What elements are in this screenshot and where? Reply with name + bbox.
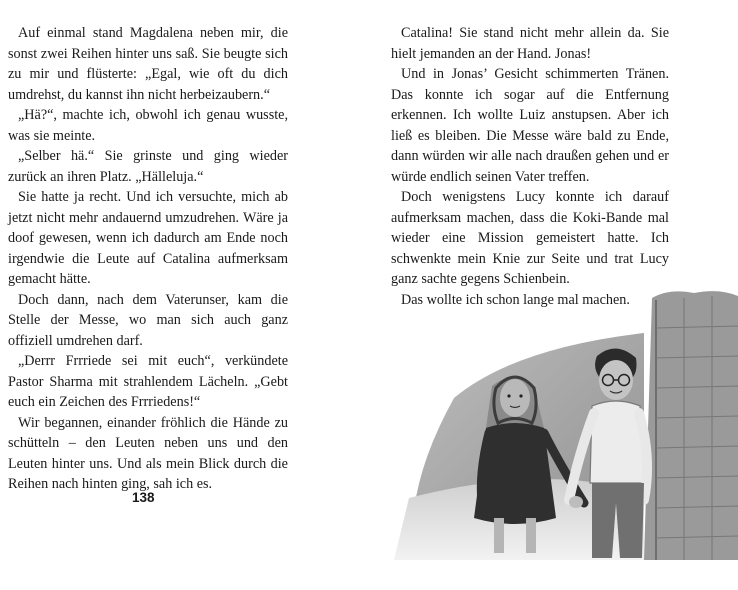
paragraph: Das wollte ich schon lange mal machen. xyxy=(401,291,630,308)
paragraph: Doch dann, nach dem Vaterunser, kam die Stelle der Messe, wo man sich auch ganz offiziell umdrehen darf. xyxy=(8,291,288,349)
illustration-children-holding-hands xyxy=(394,288,738,560)
left-page-text xyxy=(8,23,288,495)
paragraph: „Derrr Frrriede sei mit euch“, verkündete Pastor Sharma mit strahlendem Lächeln. „Gebt euch ein Zeichen des Frrriedens!“ xyxy=(8,353,288,410)
paragraph: „Hä?“, machte ich, obwohl ich genau wusste, was sie meinte. xyxy=(8,107,288,144)
paragraph: „Selber hä.“ Sie grinste und ging wieder zurück an ihren Platz. „Hälleluja.“ xyxy=(8,148,288,185)
paragraph: Und in Jonas’ Gesicht schimmerten Tränen. Das konnte ich sogar auf die Entfernung erkennen. Ich wollte Luiz anstupsen. Aber ich ließ es bleiben. Die Messe wäre bald zu Ende, dann würden wir alle nach draußen gehen und er würde endlich seinen Vater treffen. xyxy=(391,66,669,185)
page-number: 138 xyxy=(132,490,155,505)
paragraph: Auf einmal stand Magdalena neben mir, die sonst zwei Reihen hinter uns saß. Sie beugte sich zu mir und flüsterte: „Egal, wie oft du dich umdrehst, du kannst ihn nicht herbeizaubern.“ xyxy=(8,25,288,103)
right-page-text xyxy=(391,23,669,310)
paragraph: Catalina! Sie stand nicht mehr allein da. Sie hielt jemanden an der Hand. Jonas! xyxy=(391,25,669,62)
joined-hands xyxy=(569,496,583,508)
right-page xyxy=(369,0,738,590)
paragraph: Wir begannen, einander fröhlich die Hände zu schütteln – den Leuten neben uns und den Leuten hinter uns. Und als mein Blick durch die Reihen nach hinten ging, sah ich es. xyxy=(8,414,288,492)
pillar xyxy=(644,291,738,560)
paragraph: Sie hatte ja recht. Und ich versuchte, mich ab jetzt nicht mehr andauernd umzudrehen. Wäre ja doof gewesen, wenn ich dadurch am Ende noch irgendwie die Leute auf Catalina aufmerksam gemacht hätte. xyxy=(8,189,288,287)
paragraph: Doch wenigstens Lucy konnte ich darauf aufmerksam machen, dass die Koki-Bande mal wieder eine Mission gemeistert hatte. Ich schwenkte mein Knie zur Seite und trat Lucy ganz sachte gegens Schienbein. xyxy=(391,189,669,287)
